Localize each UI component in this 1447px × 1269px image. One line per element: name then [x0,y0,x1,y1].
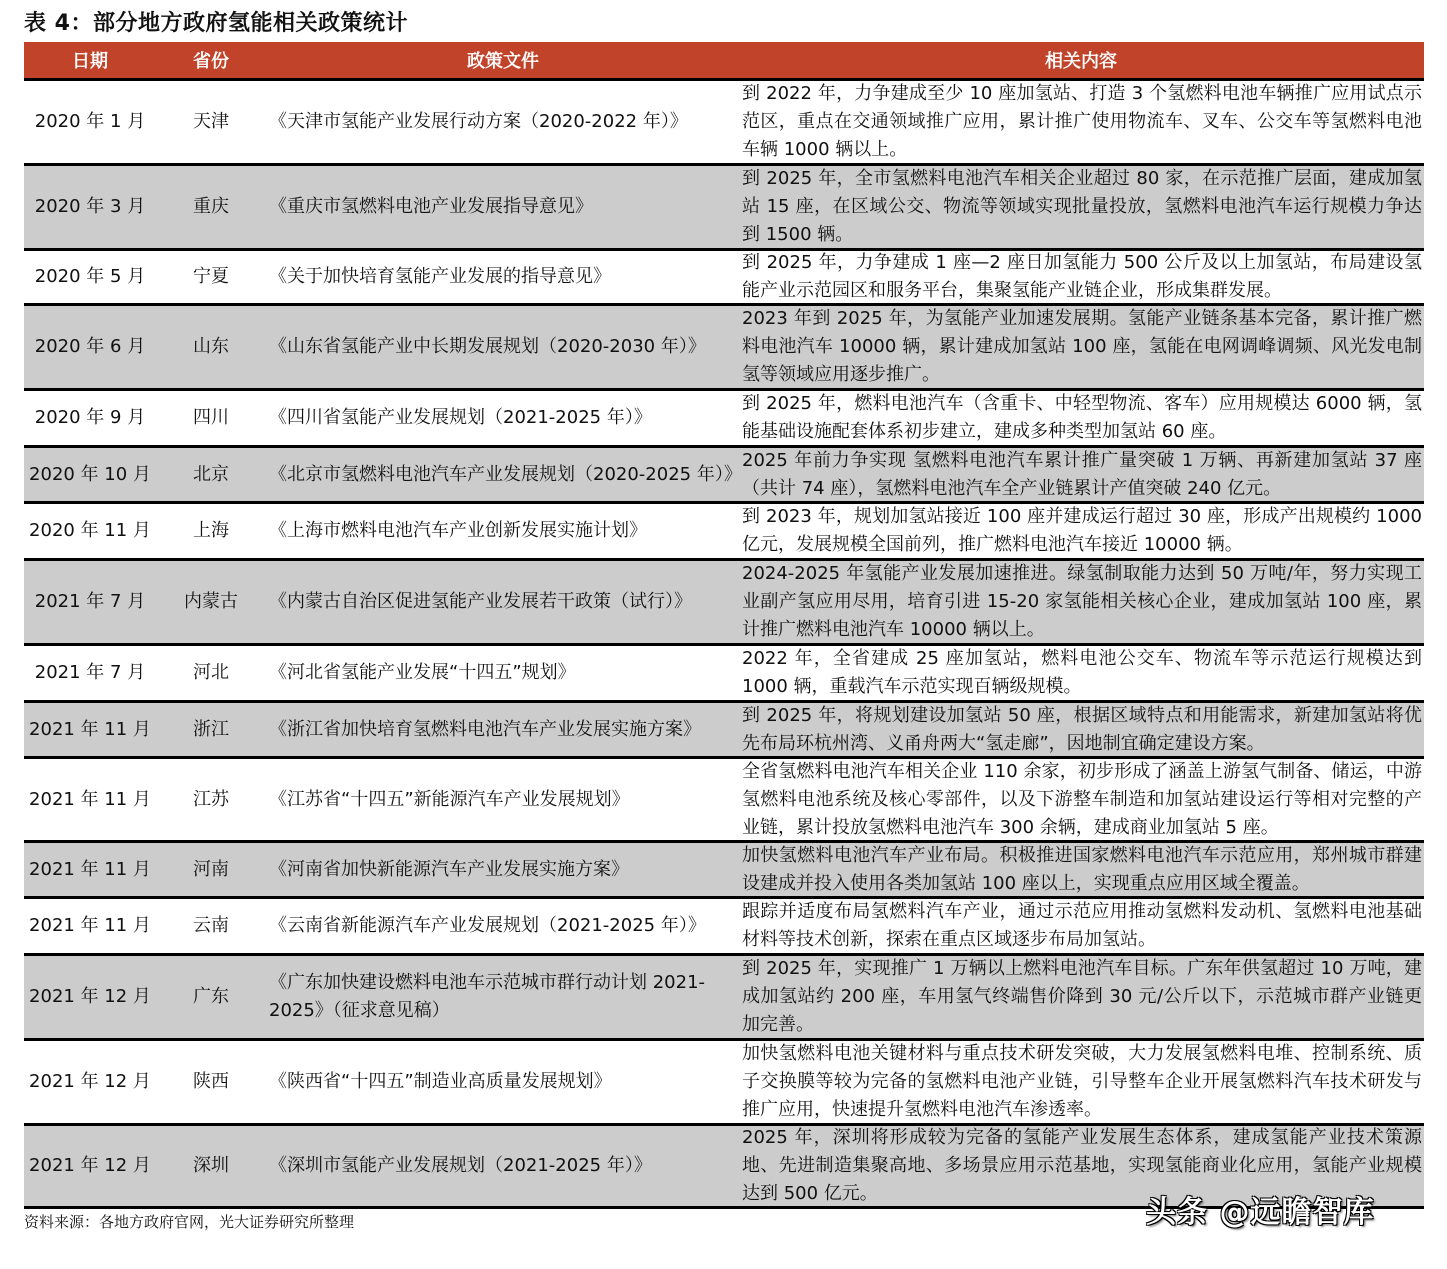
cell-content: 2025 年，深圳将形成较为完备的氢能产业发展生态体系，建成氢能产业技术策源地、先进制造集聚高地、多场景应用示范基地，实现氢能商业化应用，氢能产业规模达到 500 亿元。 [742,1127,1422,1204]
cell-content: 到 2025 年，将规划建设加氢站 50 座，根据区域特点和用能需求，新建加氢站将优先布局环杭州湾、义甬舟两大“氢走廊”，因地制宜确定建设方案。 [742,704,1422,754]
cell-date: 2021 年 7 月 [34,662,146,683]
watermark: 头条 @远瞻智库 [1146,1195,1375,1230]
cell-province: 内蒙古 [184,591,238,612]
cell-content: 到 2025 年，力争建成 1 座—2 座日加氢能力 500 公斤及以上加氢站，布局建设氢能产业示范园区和服务平台，集聚氢能产业链企业，形成集群发展。 [742,252,1422,301]
cell-date: 2021 年 12 月 [29,1071,151,1092]
cell-date: 2021 年 11 月 [29,858,151,880]
table-row [24,81,1424,166]
cell-province: 河北 [193,662,229,683]
cell-document: 《河南省加快新能源汽车产业发展实施方案》 [269,858,629,880]
cell-document: 《天津市氢能产业发展行动方案（2020-2022 年）》 [269,111,688,132]
cell-province: 宁夏 [193,266,229,287]
cell-content: 跟踪并适度布局氢燃料汽车产业，通过示范应用推动氢燃料发动机、氢燃料电池基础材料等技术创新，探索在重点区域逐步布局加氢站。 [742,901,1422,950]
cell-content: 加快氢燃料电池关键材料与重点技术研发突破，大力发展氢燃料电堆、控制系统、质子交换膜等较为完备的氢燃料电池产业链，引导整车企业开展氢燃料汽车技术研发与推广应用，快速提升氢燃料电池汽车渗透率。 [742,1043,1422,1120]
cell-document: 《关于加快培育氢能产业发展的指导意见》 [269,266,611,287]
cell-content: 到 2025 年，全市氢燃料电池汽车相关企业超过 80 家，在示范推广层面，建成加氢站 15 座，在区域公交、物流等领域实现批量投放，氢燃料电池汽车运行规模力争达到 1500 辆。 [742,168,1422,245]
cell-province: 广东 [193,986,229,1007]
cell-date: 2021 年 7 月 [34,591,146,612]
table-row [24,956,1424,1041]
cell-province: 北京 [193,463,229,485]
cell-document: 《云南省新能源汽车产业发展规划（2021-2025 年）》 [269,915,706,936]
cell-province: 深圳 [193,1155,229,1176]
cell-document: 《重庆市氢燃料电池产业发展指导意见》 [269,196,593,217]
cell-content: 到 2025 年，实现推广 1 万辆以上燃料电池汽车目标。广东年供氢超过 10 万吨，建成加氢站约 200 座，车用氢气终端售价降到 30 元/公斤以下，示范城市群产业链更加完善。 [742,958,1422,1035]
cell-document: 《深圳市氢能产业发展规划（2021-2025 年）》 [269,1155,652,1176]
cell-document: 《江苏省“十四五”新能源汽车产业发展规划》 [269,788,630,810]
header-date: 日期 [72,51,108,72]
cell-date: 2020 年 11 月 [29,520,151,541]
cell-province: 江苏 [193,788,229,810]
table-row [24,843,1424,899]
cell-date: 2020 年 3 月 [34,196,146,217]
cell-content: 2024-2025 年氢能产业发展加速推进。绿氢制取能力达到 50 万吨/年，努力实现工业副产氢应用尽用，培育引进 15-20 家氢能相关核心企业，建成加氢站 100 座，累计推广燃料电池汽车 10000 辆以上。 [742,563,1422,640]
table-row [24,448,1424,504]
cell-content: 全省氢燃料电池汽车相关企业 110 余家，初步形成了涵盖上游氢气制备、储运，中游氢燃料电池系统及核心零部件，以及下游整车制造和加氢站建设运行等相对完整的产业链，累计投放氢燃料电池汽车 300 余辆，建成商业加氢站 5 座。 [742,760,1422,838]
cell-date: 2020 年 5 月 [34,266,146,287]
cell-content: 加快氢燃料电池汽车产业布局。积极推进国家燃料电池汽车示范应用，郑州城市群建设建成并投入使用各类加氢站 100 座以上，实现重点应用区域全覆盖。 [742,844,1422,894]
table-row [24,504,1424,561]
cell-document: 《陕西省“十四五”制造业高质量发展规划》 [269,1071,612,1092]
cell-document: 《四川省氢能产业发展规划（2021-2025 年）》 [269,407,652,428]
cell-province: 云南 [193,915,229,936]
cell-province: 重庆 [193,196,229,217]
cell-content: 2023 年到 2025 年，为氢能产业加速发展期。氢能产业链条基本完备，累计推广燃料电池汽车 10000 辆，累计建成加氢站 100 座，氢能在电网调峰调频、风光发电制氢等领域应用逐步推广。 [742,308,1422,385]
cell-document: 《浙江省加快培育氢燃料电池汽车产业发展实施方案》 [269,718,701,740]
table-row [24,561,1424,646]
cell-date: 2021 年 11 月 [29,915,151,936]
cell-date: 2020 年 6 月 [34,336,146,357]
cell-document: 《北京市氢燃料电池汽车产业发展规划（2020-2025 年）》 [269,463,742,485]
cell-date: 2021 年 12 月 [29,1155,151,1176]
source-note: 资料来源：各地方政府官网，光大证券研究所整理 [24,1213,355,1231]
cell-date: 2020 年 10 月 [29,463,151,485]
cell-document: 《河北省氢能产业发展“十四五”规划》 [269,662,576,683]
policy-table [24,42,1424,1209]
cell-content: 2022 年，全省建成 25 座加氢站，燃料电池公交车、物流车等示范运行规模达到 1000 辆，重载汽车示范实现百辆级规模。 [742,648,1422,697]
cell-document: 《内蒙古自治区促进氢能产业发展若干政策（试行）》 [269,591,692,612]
cell-document: 《广东加快建设燃料电池车示范城市群行动计划 2021-2025》（征求意见稿） [269,972,706,1021]
cell-date: 2020 年 9 月 [34,407,146,428]
cell-content: 到 2025 年，燃料电池汽车（含重卡、中轻型物流、客车）应用规模达 6000 辆，氢能基础设施配套体系初步建立，建成多种类型加氢站 60 座。 [742,393,1422,442]
cell-province: 浙江 [193,718,229,740]
table-row [24,703,1424,759]
cell-province: 四川 [193,407,229,428]
cell-province: 陕西 [193,1071,229,1092]
table-title: 表 4：部分地方政府氢能相关政策统计 [24,11,408,36]
table-row [24,1041,1424,1126]
cell-date: 2021 年 11 月 [29,718,151,740]
table-row [24,759,1424,843]
header-document: 政策文件 [467,51,539,72]
table-row [24,166,1424,251]
table-row [24,306,1424,391]
cell-content: 到 2023 年，规划加氢站接近 100 座并建成运行超过 30 座，形成产出规模约 1000 亿元，发展规模全国前列，推广燃料电池汽车接近 10000 辆。 [742,506,1422,555]
cell-content: 2025 年前力争实现 氢燃料电池汽车累计推广量突破 1 万辆、再新建加氢站 37 座（共计 74 座），氢燃料电池汽车全产业链累计产值突破 240 亿元。 [742,449,1422,499]
cell-date: 2021 年 11 月 [29,788,151,810]
header-province: 省份 [193,51,229,72]
table-row [24,899,1424,956]
cell-date: 2021 年 12 月 [29,986,151,1007]
table-row [24,251,1424,306]
table-row [24,391,1424,448]
cell-province: 上海 [193,520,229,541]
cell-date: 2020 年 1 月 [34,111,146,132]
table-body [24,81,1424,1209]
table-header [24,42,1424,81]
cell-province: 河南 [193,858,229,880]
cell-province: 山东 [193,336,229,357]
cell-province: 天津 [193,111,229,132]
cell-document: 《山东省氢能产业中长期发展规划（2020-2030 年）》 [269,336,706,357]
cell-content: 到 2022 年，力争建成至少 10 座加氢站、打造 3 个氢燃料电池车辆推广应用试点示范区，重点在交通领域推广应用，累计推广使用物流车、叉车、公交车等氢燃料电池车辆 1000 辆以上。 [742,83,1422,160]
cell-document: 《上海市燃料电池汽车产业创新发展实施计划》 [269,520,647,541]
table-row [24,646,1424,703]
header-content: 相关内容 [1045,51,1117,72]
